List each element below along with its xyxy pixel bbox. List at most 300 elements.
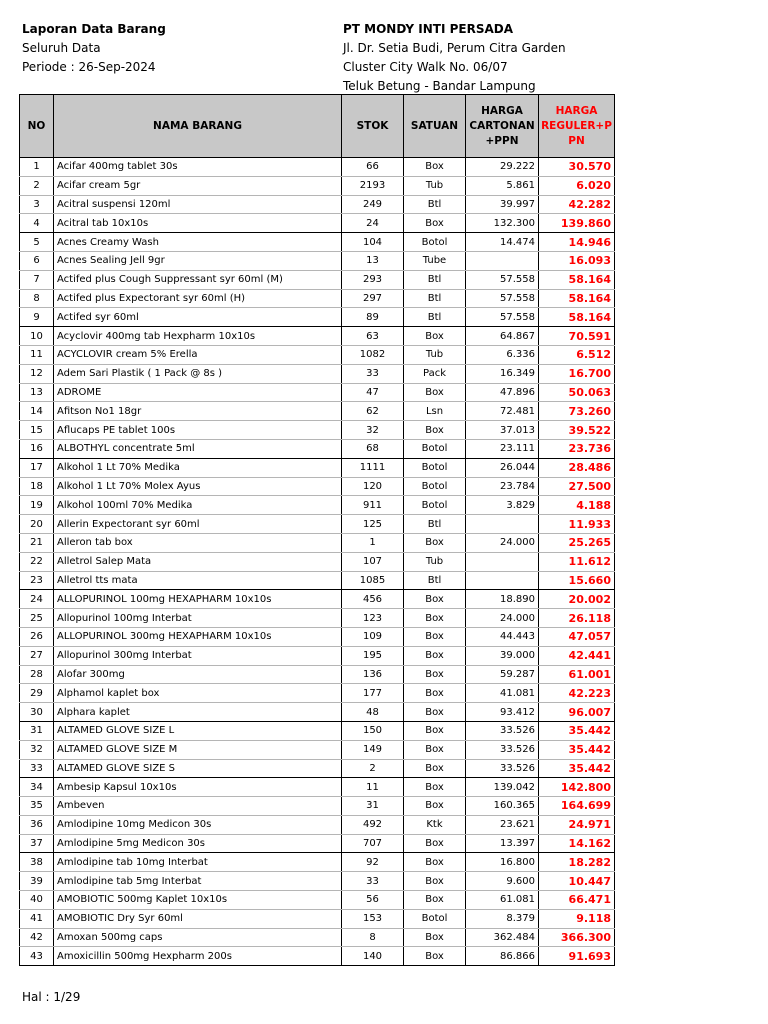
cell-stock: 120 (342, 477, 404, 496)
cell-name: Adem Sari Plastik ( 1 Pack @ 8s ) (54, 364, 342, 383)
cell-unit: Pack (404, 364, 466, 383)
table-row (20, 721, 615, 740)
table-row (20, 458, 615, 477)
cell-name: Acitral suspensi 120ml (54, 195, 342, 214)
cell-name: Alphara kaplet (54, 703, 342, 722)
table-row (20, 703, 615, 722)
cell-regular-price: 164.699 (539, 797, 615, 816)
cell-stock: 63 (342, 327, 404, 346)
table-row (20, 308, 615, 327)
cell-carton-price: 139.042 (466, 778, 539, 797)
cell-carton-price: 59.287 (466, 665, 539, 684)
cell-name: ALTAMED GLOVE SIZE M (54, 740, 342, 759)
cell-regular-price: 30.570 (539, 158, 615, 177)
cell-unit: Tube (404, 251, 466, 270)
cell-carton-price: 72.481 (466, 402, 539, 421)
page-number: Hal : 1/29 (22, 990, 81, 1004)
cell-regular-price: 15.660 (539, 571, 615, 590)
cell-carton-price: 29.222 (466, 158, 539, 177)
cell-no: 11 (20, 345, 54, 364)
cell-regular-price: 73.260 (539, 402, 615, 421)
table-row (20, 364, 615, 383)
cell-name: Acifar cream 5gr (54, 176, 342, 195)
cell-stock: 89 (342, 308, 404, 327)
cell-regular-price: 6.512 (539, 345, 615, 364)
cell-stock: 150 (342, 721, 404, 740)
cell-no: 18 (20, 477, 54, 496)
cell-unit: Botol (404, 233, 466, 252)
table-row (20, 176, 615, 195)
table-row (20, 759, 615, 778)
cell-stock: 107 (342, 552, 404, 571)
cell-carton-price: 33.526 (466, 740, 539, 759)
cell-stock: 13 (342, 251, 404, 270)
table-row (20, 590, 615, 609)
cell-unit: Box (404, 533, 466, 552)
cell-no: 19 (20, 496, 54, 515)
cell-no: 13 (20, 383, 54, 402)
cell-no: 21 (20, 533, 54, 552)
cell-unit: Box (404, 383, 466, 402)
cell-regular-price: 42.282 (539, 195, 615, 214)
table-row (20, 345, 615, 364)
cell-stock: 136 (342, 665, 404, 684)
cell-carton-price: 93.412 (466, 703, 539, 722)
table-row (20, 402, 615, 421)
cell-name: Alkohol 1 Lt 70% Molex Ayus (54, 477, 342, 496)
cell-stock: 1085 (342, 571, 404, 590)
cell-no: 26 (20, 627, 54, 646)
table-row (20, 270, 615, 289)
cell-carton-price: 23.784 (466, 477, 539, 496)
table-row (20, 928, 615, 947)
table-row (20, 571, 615, 590)
cell-no: 36 (20, 815, 54, 834)
cell-stock: 33 (342, 364, 404, 383)
cell-no: 10 (20, 327, 54, 346)
table-row (20, 872, 615, 891)
cell-stock: 1 (342, 533, 404, 552)
cell-regular-price: 58.164 (539, 270, 615, 289)
cell-regular-price: 58.164 (539, 308, 615, 327)
cell-unit: Botol (404, 496, 466, 515)
cell-regular-price: 28.486 (539, 458, 615, 477)
cell-name: ALLOPURINOL 100mg HEXAPHARM 10x10s (54, 590, 342, 609)
cell-stock: 1111 (342, 458, 404, 477)
cell-carton-price: 16.800 (466, 853, 539, 872)
table-row (20, 627, 615, 646)
cell-name: ALTAMED GLOVE SIZE L (54, 721, 342, 740)
cell-unit: Botol (404, 477, 466, 496)
cell-no: 29 (20, 684, 54, 703)
cell-stock: 8 (342, 928, 404, 947)
cell-name: Amoxan 500mg caps (54, 928, 342, 947)
report-period: Periode : 26-Sep-2024 (22, 60, 156, 74)
cell-name: Alofar 300mg (54, 665, 342, 684)
cell-regular-price: 25.265 (539, 533, 615, 552)
table-row (20, 421, 615, 440)
cell-unit: Box (404, 703, 466, 722)
cell-carton-price: 9.600 (466, 872, 539, 891)
cell-carton-price: 61.081 (466, 891, 539, 910)
cell-regular-price: 91.693 (539, 947, 615, 966)
cell-carton-price (466, 515, 539, 534)
col-header-no: NO (20, 95, 54, 158)
cell-regular-price: 142.800 (539, 778, 615, 797)
cell-unit: Box (404, 158, 466, 177)
cell-stock: 31 (342, 797, 404, 816)
table-row (20, 684, 615, 703)
cell-name: Alphamol kaplet box (54, 684, 342, 703)
table-row (20, 327, 615, 346)
report-scope: Seluruh Data (22, 41, 101, 55)
table-row (20, 891, 615, 910)
cell-no: 22 (20, 552, 54, 571)
cell-unit: Botol (404, 439, 466, 458)
cell-name: Ambeven (54, 797, 342, 816)
cell-stock: 249 (342, 195, 404, 214)
cell-regular-price: 66.471 (539, 891, 615, 910)
table-row (20, 609, 615, 628)
cell-stock: 293 (342, 270, 404, 289)
cell-unit: Box (404, 891, 466, 910)
report-header (22, 20, 166, 77)
table-row (20, 778, 615, 797)
cell-stock: 66 (342, 158, 404, 177)
cell-carton-price: 8.379 (466, 909, 539, 928)
table-row (20, 477, 615, 496)
cell-stock: 56 (342, 891, 404, 910)
cell-name: Acitral tab 10x10s (54, 214, 342, 233)
cell-carton-price: 24.000 (466, 533, 539, 552)
cell-carton-price: 41.081 (466, 684, 539, 703)
table-row (20, 515, 615, 534)
cell-name: Alkohol 1 Lt 70% Medika (54, 458, 342, 477)
cell-unit: Box (404, 797, 466, 816)
cell-name: Allopurinol 100mg Interbat (54, 609, 342, 628)
cell-unit: Box (404, 778, 466, 797)
cell-unit: Box (404, 721, 466, 740)
cell-carton-price: 57.558 (466, 289, 539, 308)
cell-unit: Box (404, 853, 466, 872)
cell-no: 8 (20, 289, 54, 308)
cell-unit: Box (404, 421, 466, 440)
cell-unit: Btl (404, 289, 466, 308)
cell-no: 15 (20, 421, 54, 440)
cell-carton-price: 44.443 (466, 627, 539, 646)
cell-carton-price (466, 552, 539, 571)
cell-stock: 177 (342, 684, 404, 703)
table-row (20, 909, 615, 928)
cell-unit: Btl (404, 308, 466, 327)
cell-no: 30 (20, 703, 54, 722)
cell-regular-price: 58.164 (539, 289, 615, 308)
cell-regular-price: 16.093 (539, 251, 615, 270)
cell-name: ADROME (54, 383, 342, 402)
cell-regular-price: 9.118 (539, 909, 615, 928)
cell-regular-price: 6.020 (539, 176, 615, 195)
cell-no: 5 (20, 233, 54, 252)
cell-no: 4 (20, 214, 54, 233)
cell-carton-price: 160.365 (466, 797, 539, 816)
cell-carton-price: 39.997 (466, 195, 539, 214)
cell-carton-price: 13.397 (466, 834, 539, 853)
cell-regular-price: 11.612 (539, 552, 615, 571)
cell-no: 7 (20, 270, 54, 289)
cell-unit: Box (404, 740, 466, 759)
cell-stock: 125 (342, 515, 404, 534)
cell-stock: 109 (342, 627, 404, 646)
cell-stock: 33 (342, 872, 404, 891)
cell-unit: Tub (404, 176, 466, 195)
table-row (20, 665, 615, 684)
cell-regular-price: 16.700 (539, 364, 615, 383)
cell-carton-price: 37.013 (466, 421, 539, 440)
company-name: PT MONDY INTI PERSADA (343, 22, 514, 36)
cell-name: AMOBIOTIC Dry Syr 60ml (54, 909, 342, 928)
col-header-stock: STOK (342, 95, 404, 158)
cell-stock: 140 (342, 947, 404, 966)
cell-no: 1 (20, 158, 54, 177)
cell-carton-price: 362.484 (466, 928, 539, 947)
table-row (20, 533, 615, 552)
cell-unit: Box (404, 834, 466, 853)
cell-carton-price: 39.000 (466, 646, 539, 665)
cell-stock: 195 (342, 646, 404, 665)
cell-stock: 92 (342, 853, 404, 872)
cell-name: Afitson No1 18gr (54, 402, 342, 421)
cell-no: 6 (20, 251, 54, 270)
cell-carton-price: 64.867 (466, 327, 539, 346)
cell-carton-price: 57.558 (466, 270, 539, 289)
cell-regular-price: 42.441 (539, 646, 615, 665)
cell-stock: 68 (342, 439, 404, 458)
cell-unit: Box (404, 214, 466, 233)
table-row (20, 646, 615, 665)
cell-stock: 11 (342, 778, 404, 797)
cell-stock: 24 (342, 214, 404, 233)
table-row (20, 552, 615, 571)
cell-regular-price: 50.063 (539, 383, 615, 402)
cell-no: 3 (20, 195, 54, 214)
cell-no: 41 (20, 909, 54, 928)
cell-carton-price: 26.044 (466, 458, 539, 477)
company-address-line-2: Cluster City Walk No. 06/07 (343, 60, 508, 74)
cell-no: 16 (20, 439, 54, 458)
cell-stock: 297 (342, 289, 404, 308)
table-row (20, 383, 615, 402)
cell-name: Amlodipine 5mg Medicon 30s (54, 834, 342, 853)
cell-stock: 32 (342, 421, 404, 440)
col-header-regular-price: HARGA REGULER+P PN (539, 95, 615, 158)
table-row (20, 834, 615, 853)
cell-name: Alletrol tts mata (54, 571, 342, 590)
table-row (20, 815, 615, 834)
cell-name: Acnes Sealing Jell 9gr (54, 251, 342, 270)
cell-regular-price: 35.442 (539, 721, 615, 740)
cell-unit: Tub (404, 552, 466, 571)
cell-no: 34 (20, 778, 54, 797)
cell-name: Allopurinol 300mg Interbat (54, 646, 342, 665)
cell-unit: Btl (404, 515, 466, 534)
cell-no: 39 (20, 872, 54, 891)
cell-carton-price: 86.866 (466, 947, 539, 966)
cell-unit: Botol (404, 458, 466, 477)
cell-no: 23 (20, 571, 54, 590)
cell-stock: 104 (342, 233, 404, 252)
cell-stock: 911 (342, 496, 404, 515)
cell-unit: Btl (404, 195, 466, 214)
cell-carton-price: 57.558 (466, 308, 539, 327)
cell-name: Amlodipine tab 5mg Interbat (54, 872, 342, 891)
cell-stock: 2193 (342, 176, 404, 195)
cell-name: ACYCLOVIR cream 5% Erella (54, 345, 342, 364)
cell-regular-price: 4.188 (539, 496, 615, 515)
table-header-row (20, 95, 615, 158)
cell-carton-price: 23.621 (466, 815, 539, 834)
cell-carton-price: 47.896 (466, 383, 539, 402)
cell-regular-price: 27.500 (539, 477, 615, 496)
cell-unit: Box (404, 646, 466, 665)
cell-stock: 149 (342, 740, 404, 759)
cell-unit: Box (404, 627, 466, 646)
cell-no: 9 (20, 308, 54, 327)
cell-no: 35 (20, 797, 54, 816)
cell-name: Alleron tab box (54, 533, 342, 552)
cell-name: Acifar 400mg tablet 30s (54, 158, 342, 177)
cell-regular-price: 24.971 (539, 815, 615, 834)
cell-name: Alletrol Salep Mata (54, 552, 342, 571)
cell-unit: Box (404, 609, 466, 628)
cell-unit: Lsn (404, 402, 466, 421)
cell-no: 33 (20, 759, 54, 778)
cell-unit: Tub (404, 345, 466, 364)
cell-unit: Btl (404, 571, 466, 590)
cell-unit: Box (404, 684, 466, 703)
cell-carton-price: 6.336 (466, 345, 539, 364)
cell-name: Amoxicillin 500mg Hexpharm 200s (54, 947, 342, 966)
table-row (20, 214, 615, 233)
cell-regular-price: 11.933 (539, 515, 615, 534)
cell-no: 2 (20, 176, 54, 195)
cell-carton-price: 33.526 (466, 721, 539, 740)
cell-carton-price: 24.000 (466, 609, 539, 628)
table-row (20, 496, 615, 515)
cell-name: ALBOTHYL concentrate 5ml (54, 439, 342, 458)
cell-stock: 47 (342, 383, 404, 402)
cell-name: Allerin Expectorant syr 60ml (54, 515, 342, 534)
table-row (20, 439, 615, 458)
col-header-carton-price: HARGA CARTONAN +PPN (466, 95, 539, 158)
cell-no: 27 (20, 646, 54, 665)
col-header-unit: SATUAN (404, 95, 466, 158)
cell-no: 42 (20, 928, 54, 947)
cell-carton-price (466, 251, 539, 270)
cell-no: 12 (20, 364, 54, 383)
company-address-line-1: Jl. Dr. Setia Budi, Perum Citra Garden (343, 41, 566, 55)
cell-regular-price: 35.442 (539, 759, 615, 778)
cell-regular-price: 366.300 (539, 928, 615, 947)
cell-name: Actifed plus Cough Suppressant syr 60ml (M) (54, 270, 342, 289)
cell-unit: Box (404, 759, 466, 778)
cell-no: 40 (20, 891, 54, 910)
cell-regular-price: 23.736 (539, 439, 615, 458)
cell-stock: 2 (342, 759, 404, 778)
cell-regular-price: 26.118 (539, 609, 615, 628)
table-body (20, 158, 615, 966)
cell-name: Acyclovir 400mg tab Hexpharm 10x10s (54, 327, 342, 346)
cell-stock: 48 (342, 703, 404, 722)
cell-name: Actifed plus Expectorant syr 60ml (H) (54, 289, 342, 308)
table-row (20, 947, 615, 966)
cell-unit: Box (404, 928, 466, 947)
company-header (343, 20, 566, 96)
cell-unit: Box (404, 665, 466, 684)
table-row (20, 158, 615, 177)
cell-stock: 123 (342, 609, 404, 628)
table-row (20, 251, 615, 270)
cell-carton-price (466, 571, 539, 590)
cell-unit: Box (404, 590, 466, 609)
cell-name: Ambesip Kapsul 10x10s (54, 778, 342, 797)
cell-no: 43 (20, 947, 54, 966)
cell-no: 25 (20, 609, 54, 628)
table-row (20, 195, 615, 214)
cell-regular-price: 10.447 (539, 872, 615, 891)
items-table (19, 94, 615, 966)
cell-regular-price: 20.002 (539, 590, 615, 609)
cell-name: Acnes Creamy Wash (54, 233, 342, 252)
cell-regular-price: 35.442 (539, 740, 615, 759)
cell-carton-price: 18.890 (466, 590, 539, 609)
cell-carton-price: 23.111 (466, 439, 539, 458)
cell-stock: 153 (342, 909, 404, 928)
cell-stock: 492 (342, 815, 404, 834)
cell-name: Actifed syr 60ml (54, 308, 342, 327)
cell-regular-price: 96.007 (539, 703, 615, 722)
cell-name: ALTAMED GLOVE SIZE S (54, 759, 342, 778)
cell-regular-price: 39.522 (539, 421, 615, 440)
cell-name: Amlodipine 10mg Medicon 30s (54, 815, 342, 834)
table-row (20, 797, 615, 816)
cell-carton-price: 16.349 (466, 364, 539, 383)
cell-no: 38 (20, 853, 54, 872)
cell-no: 32 (20, 740, 54, 759)
cell-unit: Box (404, 947, 466, 966)
cell-unit: Btl (404, 270, 466, 289)
cell-regular-price: 61.001 (539, 665, 615, 684)
cell-stock: 62 (342, 402, 404, 421)
cell-no: 31 (20, 721, 54, 740)
cell-carton-price: 33.526 (466, 759, 539, 778)
cell-carton-price: 14.474 (466, 233, 539, 252)
table-row (20, 740, 615, 759)
cell-stock: 1082 (342, 345, 404, 364)
report-title: Laporan Data Barang (22, 22, 166, 36)
cell-regular-price: 47.057 (539, 627, 615, 646)
table-row (20, 853, 615, 872)
cell-name: Alkohol 100ml 70% Medika (54, 496, 342, 515)
cell-name: Amlodipine tab 10mg Interbat (54, 853, 342, 872)
cell-carton-price: 5.861 (466, 176, 539, 195)
cell-unit: Botol (404, 909, 466, 928)
col-header-name: NAMA BARANG (54, 95, 342, 158)
cell-regular-price: 139.860 (539, 214, 615, 233)
cell-carton-price: 3.829 (466, 496, 539, 515)
table-row (20, 289, 615, 308)
company-address-line-3: Teluk Betung - Bandar Lampung (343, 79, 536, 93)
cell-unit: Box (404, 327, 466, 346)
